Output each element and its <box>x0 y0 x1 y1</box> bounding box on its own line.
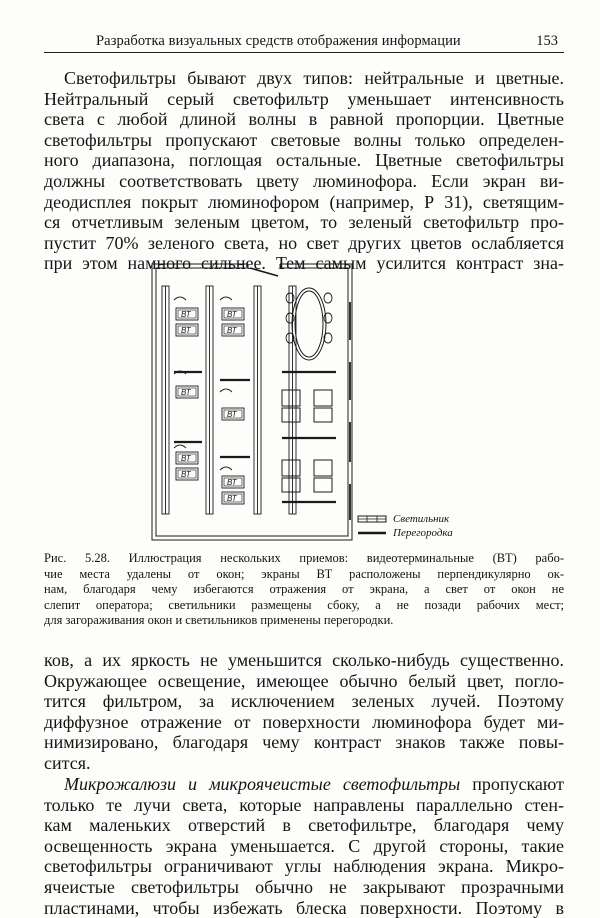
legend-luminaire-label: Светильник <box>393 513 450 525</box>
workstation-label: ВТ <box>181 470 191 479</box>
workstation-label: ВТ <box>181 388 191 397</box>
text-line: кам маленьких отверстий в светофильтре, благодаря чему <box>44 815 564 836</box>
room-walls <box>152 264 352 540</box>
paragraph-contrast <box>44 650 564 774</box>
paragraph-micro-filters <box>44 774 564 918</box>
running-header <box>44 30 564 53</box>
page-number: 153 <box>536 33 558 49</box>
caption-line: для загораживания окон и светильников применены перегородки. <box>44 613 394 628</box>
workstation-terminals <box>176 308 244 504</box>
text-line: ного диапазона, поглощая остальные. Цветные светофильтры <box>44 150 564 171</box>
figure-legend <box>357 512 453 540</box>
text-line: Окружающее освещение, имеющее обычно белый цвет, погло- <box>44 670 564 691</box>
door <box>250 268 278 276</box>
text-line: освещенность экрана уменьшается. С другой стороны, такие <box>44 835 564 856</box>
workstation-label: ВТ <box>181 454 191 463</box>
text-line: Светофильтры бывают двух типов: нейтральные и цветные. <box>64 68 564 88</box>
text-line: только те лучи света, которые направлены параллельно стен- <box>44 794 564 815</box>
text-line <box>44 774 564 795</box>
italic-term: Микрожалюзи и микроячеистые светофильтры <box>64 774 461 794</box>
text-line: должны соответствовать цвету люминофора. Если экран ви- <box>44 170 564 191</box>
caption-line: чие места удалены от окон; экраны ВТ расположены перпендикулярно ок- <box>44 566 564 581</box>
text-line: света с любой длиной волны в равной пропорции. Цветные <box>44 109 564 130</box>
workstation-label: ВТ <box>227 326 237 335</box>
caption-line: Рис. 5.28. Иллюстрация нескольких приемов: видеотерминальные (ВТ) рабо- <box>44 551 564 565</box>
caption-line: слепит оператора; светильники размещены сбоку, а не позади рабочих мест; <box>44 597 564 612</box>
paragraph-filters-types <box>44 68 564 274</box>
workstation-label: ВТ <box>227 410 237 419</box>
text-line: ячеистые светофильтры обычно не закрывают прозрачными <box>44 876 564 897</box>
workstation-label: ВТ <box>181 326 191 335</box>
legend-partition <box>357 526 453 540</box>
text-line: ся отчетливым зеленым цветом, то зеленый светофильтр про- <box>44 212 564 233</box>
luminaire-symbol-icon <box>357 515 387 523</box>
text-line: светофильтры ограничивают углы наблюдения экрана. Микро- <box>44 856 564 877</box>
legend-luminaire <box>357 512 453 526</box>
workstation-label: ВТ <box>227 310 237 319</box>
chairs <box>174 297 232 470</box>
workstation-label: ВТ <box>181 310 191 319</box>
desks <box>282 390 332 492</box>
text-line: Нейтральный серый светофильтр уменьшает интенсивность <box>44 88 564 109</box>
text-line: светофильтры пропускают световые волны только определен- <box>44 129 564 150</box>
text-line: диффузное отражение от поверхности люминофора будет ми- <box>44 711 564 732</box>
office-layout-figure <box>150 262 470 542</box>
legend-partition-label: Перегородка <box>393 527 453 539</box>
text-fragment: пропускают <box>460 774 564 794</box>
text-line: при этом намного сильнее. Тем самым усилится контраст зна- <box>44 253 564 274</box>
text-line: тится фильтром, за исключением зеленых лучей. Поэтому <box>44 691 564 712</box>
running-title: Разработка визуальных средств отображения информации <box>96 33 461 49</box>
workstation-label: ВТ <box>227 494 237 503</box>
text-line: нимизировано, благодаря чему контраст знаков также повы- <box>44 732 564 753</box>
figure-caption <box>44 551 564 629</box>
text-line: пластинами, чтобы избежать блеска поверхности. Поэтому в <box>44 897 564 918</box>
caption-line: нам, благодаря чему избегаются отражения от экрана, а свет от окон не <box>44 582 564 597</box>
text-line: деодисплея покрыт люминофором (например, Р 31), светящим- <box>44 191 564 212</box>
partition-symbol-icon <box>357 529 387 537</box>
text-line: сится. <box>44 752 91 773</box>
text-line: пустит 70% зеленого света, но свет других цветов ослабляется <box>44 232 564 253</box>
workstation-label: ВТ <box>227 478 237 487</box>
text-line: ков, а их яркость не уменьшится сколько-нибудь существенно. <box>44 650 564 670</box>
